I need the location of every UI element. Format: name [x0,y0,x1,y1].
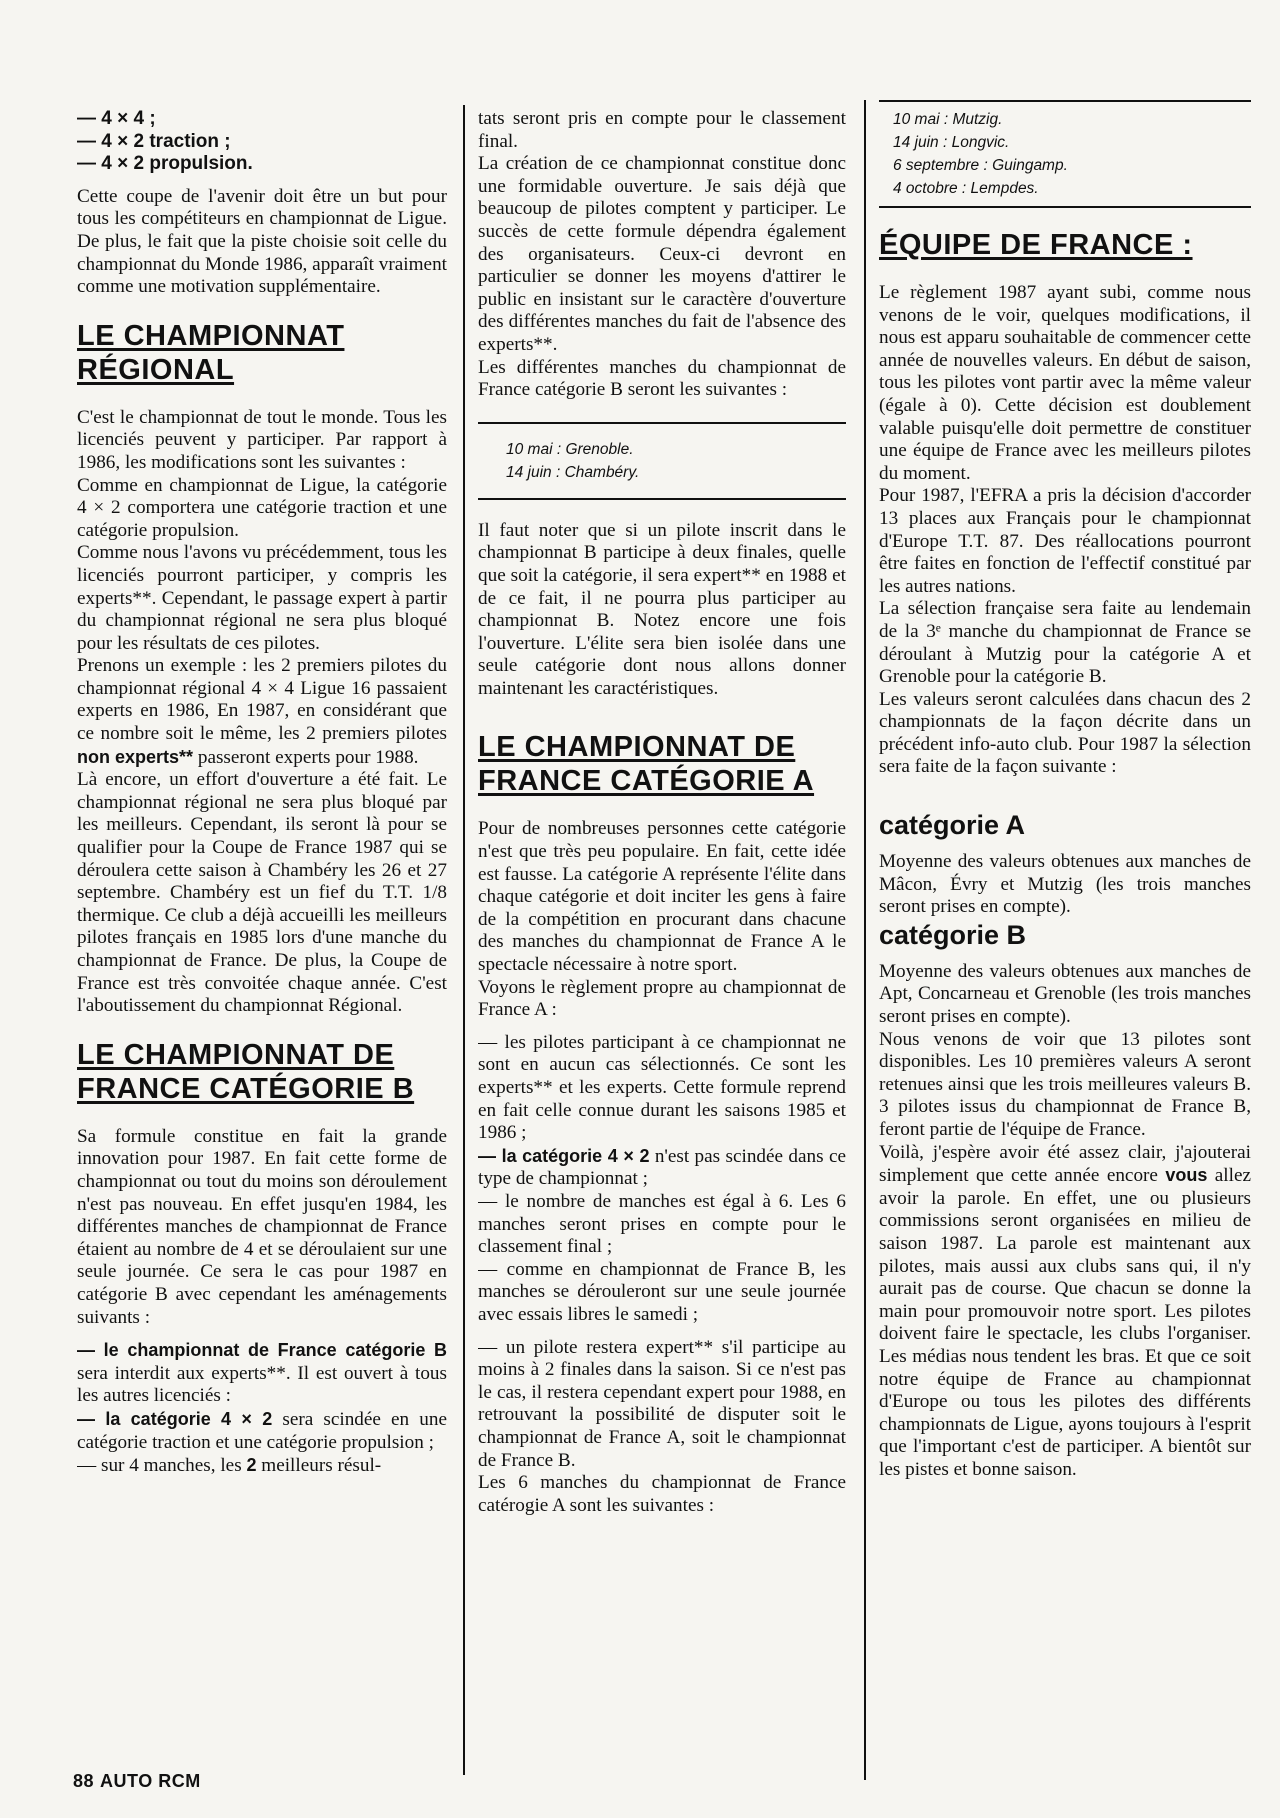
date-item: 10 mai : Mutzig. [893,111,1003,128]
text-run: allez avoir la parole. En effet, une ou plusieurs commissions seront organisées en milieu de saison 1987. La parole est maintenant aux pilotes, mais aussi aux clubs sans qui, il n'y aurait pas de course. Que chacun se donne la main pour promouvoir notre sport. Les pilotes doivent faire le spectacle, les clubs l'organiser. Les médias nous tendent les bras. Et que ce soit notre équipe de France au championnat d'Europe ou tous les pilotes des différents championnats de Ligue, ayons toujours à l'esprit que l'important c'est de participer. A bientôt sur les pistes et bonne saison. [879,1165,1251,1480]
paragraph: — comme en championnat de France B, les manches se dérouleront sur une seule journée avec essais libres le samedi ; [478,1258,846,1325]
bold-run: non experts** [77,746,194,767]
page-footer [73,1771,201,1792]
category-list [77,108,447,176]
heading-categorie-b: catégorie B [879,919,1027,950]
paragraph [478,1145,846,1191]
page-number: 88 [73,1771,95,1791]
paragraph [879,1142,1251,1482]
text-run: sera scindée en une catégorie traction et une catégorie propulsion ; [77,1408,447,1453]
paragraph: Moyenne des valeurs obtenues aux manches de Apt, Concarneau et Grenoble (les trois manches seront prises en compte). [879,960,1251,1028]
text-run: passeront experts pour 1988. [193,746,419,768]
text-run: — sur 4 manches, les [77,1455,247,1477]
paragraph: Les valeurs seront calculées dans chacun des 2 championnats de la façon décrite dans un précédent info-auto club. Pour 1987 la sélection sera faite de la façon suivante : [879,688,1251,778]
dates-box-cat-b [478,422,846,500]
paragraph: Sa formule constitue en fait la grande innovation pour 1987. En fait cette forme de championnat ou tout du moins son déroulement n'est pas nouveau. En effet jusqu'en 1984, les différentes manches de championnat de France étaient au nombre de 4 et se déroulaient sur une seule journée. Ce sera le cas pour 1987 en catégorie B avec cependant les aménagements suivants : [77,1125,447,1328]
paragraph: La création de ce championnat constitue donc une formidable ouverture. Je sais déjà que beaucoup de pilotes comptent y participer. Le succès de cette formule dépendra également des organisateurs. Ceux-ci devront en particulier se donner les moyens d'attirer le public en insistant sur le caractère d'ouverture des différentes manches du fait de l'absence des experts**. [478,153,846,355]
paragraph: Il faut noter que si un pilote inscrit dans le championnat B participe à deux finales, quelle que soit la catégorie, il sera expert** en 1988 et de ce fait, il ne pourra plus participer au championnat B. Notez encore une fois l'ouverture. L'élite sera bien isolée dans une seule catégorie dont nous allons donner maintenant les caractéristiques. [478,519,846,699]
paragraph [77,655,447,769]
list-item: — 4 × 4 ; [77,108,156,129]
column-2 [478,108,846,1743]
paragraph: Voyons le règlement propre au championnat de France A : [478,976,846,1021]
paragraph: Pour 1987, l'EFRA a pris la décision d'accorder 13 places aux Français pour le championnat d'Europe T.T. 87. Des réallocations pourront être faites en fonction de l'effectif constitué par les autres nations. [879,485,1251,597]
heading-championnat-france-a: LE CHAMPIONNAT DE FRANCE CATÉGORIE A [478,731,815,798]
paragraph: — le nombre de manches est égal à 6. Les 6 manches seront prises en compte pour le classement final ; [478,1190,846,1258]
date-item: 6 septembre : Guingamp. [893,157,1068,174]
heading-championnat-regional: LE CHAMPIONNAT RÉGIONAL [77,319,345,386]
paragraph: Moyenne des valeurs obtenues aux manches de Mâcon, Évry et Mutzig (les trois manches seront prises en compte). [879,851,1251,918]
paragraph: Pour de nombreuses personnes cette catégorie n'est que très peu populaire. En fait, cette idée est fausse. La catégorie A représente l'élite dans chaque catégorie et doit inciter les gens à faire de la compétition en procurant dans chacune des manches du championnat de France A le spectacle nécessaire à notre sport. [478,818,846,976]
text-run: n'est pas scindée dans ce type de championnat ; [478,1145,846,1190]
column-1 [77,108,447,1743]
paragraph: Comme nous l'avons vu précédemment, tous les licenciés pourront participer, y compris les experts**. Cependant, le passage expert à partir du championnat régional ne sera plus bloqué pour les résultats de ces pilotes. [77,542,447,654]
bold-run: — la catégorie 4 × 2 [478,1145,650,1166]
paragraph: Le règlement 1987 ayant subi, comme nous venons de le voir, quelques modifications, il nous est apparu souhaitable de commencer cette année de nouvelles valeurs. En début de saison, tous les pilotes vont partir avec la même valeur (égale à 0). Cette décision est doublement valable puisqu'elle doit permettre de constituer une équipe de France avec les meilleurs pilotes du moment. [879,282,1251,484]
paragraph: tats seront pris en compte pour le classement final. [478,108,846,152]
bold-run: 2 [246,1455,257,1476]
heading-categorie-a: catégorie A [879,810,1026,841]
paragraph [77,1408,447,1454]
text-run: meilleurs résul- [256,1455,382,1477]
heading-equipe-de-france: ÉQUIPE DE FRANCE : [879,229,1193,261]
paragraph [77,1339,447,1408]
dates-box-cat-a [879,100,1251,208]
paragraph: Les 6 manches du championnat de France catérogie A sont les suivantes : [478,1472,846,1516]
paragraph: — les pilotes participant à ce championnat ne sont en aucun cas sélectionnés. Ce sont les experts** et les experts. Cette formule reprend en fait celle connue durant les saisons 1985 et 1986 ; [478,1031,846,1144]
paragraph: — un pilote restera expert** s'il participe au moins à 2 finales dans la saison. Si ce n'est pas le cas, il restera cependant expert pour 1988, en retrouvant la possibilité de disputer soit le championnat de France A, soit le championnat de France B. [478,1336,846,1471]
column-3 [879,100,1251,1743]
date-item: 14 juin : Longvic. [893,134,1010,151]
text-run: Voilà, j'espère avoir été assez clair, j'ajouterai simplement que cette année encore [879,1141,1251,1187]
paragraph: C'est le championnat de tout le monde. Tous les licenciés peuvent y participer. Par rapport à 1986, les modifications sont les suivantes : [77,406,447,473]
paragraph: Là encore, un effort d'ouverture a été fait. Le championnat régional ne sera plus bloqué par les meilleurs. Cependant, ils seront là pour se qualifier pour la Coupe de France 1987 qui se déroulera cette saison à Chambéry les 26 et 27 septembre. Chambéry est un fief du T.T. 1/8 thermique. Ce club a déjà accueilli les meilleurs pilotes français en 1985 lors d'une manche du championnat de France. De plus, la Coupe de France est très convoitée chaque année. C'est l'aboutissement du championnat Régional. [77,769,447,1017]
text-run: sera interdit aux experts**. Il est ouvert à tous les autres licenciés : [77,1362,447,1407]
paragraph: Comme en championnat de Ligue, la catégorie 4 × 2 comportera une catégorie traction et une catégorie propulsion. [77,474,447,541]
text-run: Prenons un exemple : les 2 premiers pilotes du championnat régional 4 × 4 Ligue 16 passaient experts en 1986, En 1987, en considérant que ce nombre soit le même, les 2 premiers pilotes [77,655,447,745]
list-item: — 4 × 2 propulsion. [77,153,253,175]
magazine-name: AUTO RCM [100,1771,201,1791]
column-divider-left [463,105,465,1775]
bold-run: vous [1165,1165,1208,1186]
paragraph [77,1454,447,1478]
column-divider-right [864,100,866,1780]
paragraph: Cette coupe de l'avenir doit être un but pour tous les compétiteurs en championnat de Ligue. De plus, le fait que la piste choisie soit celle du championnat du Monde 1986, apparaît vraiment comme une motivation supplémentaire. [77,185,447,298]
paragraph: La sélection française sera faite au lendemain de la 3ᵉ manche du championnat de France se déroulant à Mutzig pour la catégorie A et Grenoble pour la catégorie B. [879,598,1251,688]
bold-run: — la catégorie 4 × 2 [77,1408,273,1429]
heading-championnat-france-b: LE CHAMPIONNAT DE FRANCE CATÉGORIE B [77,1038,415,1105]
paragraph: Nous venons de voir que 13 pilotes sont disponibles. Les 10 premières valeurs A seront retenues ainsi que les trois meilleures valeurs B. 3 pilotes issus du championnat de France B, feront partie de l'équipe de France. [879,1028,1251,1140]
date-item: 10 mai : Grenoble. [506,440,634,458]
paragraph: Les différentes manches du championnat de France catégorie B seront les suivantes : [478,356,846,401]
date-item: 4 octobre : Lempdes. [893,180,1039,197]
date-item: 14 juin : Chambéry. [506,463,640,481]
list-item: — 4 × 2 traction ; [77,130,231,152]
bold-run: — le championnat de France catégorie B [77,1340,447,1361]
